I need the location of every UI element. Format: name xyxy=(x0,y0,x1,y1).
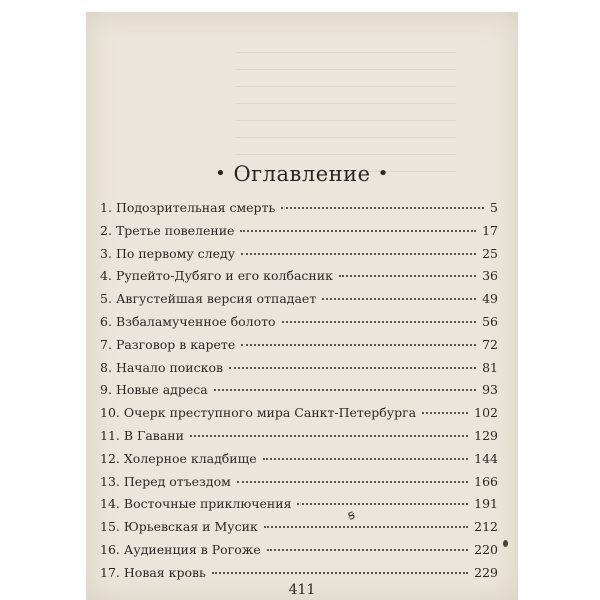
toc-entry xyxy=(100,314,498,337)
dot-leader xyxy=(263,458,468,460)
toc-entry xyxy=(100,223,498,246)
toc-entry-number: 17. xyxy=(100,564,120,580)
toc-entry-number: 15. xyxy=(100,519,120,535)
toc-entry xyxy=(100,542,498,565)
bleed-through-texture xyxy=(236,52,456,212)
dot-leader xyxy=(267,549,469,551)
toc-entry-page: 129 xyxy=(474,427,498,443)
toc-entry-page: 229 xyxy=(474,564,498,580)
toc-entry-number: 13. xyxy=(100,473,120,489)
toc-entry-page: 81 xyxy=(482,359,498,375)
toc-entry-title: Третье повеление xyxy=(115,222,235,238)
toc-entry-page: 220 xyxy=(474,541,498,557)
dot-leader xyxy=(241,344,476,346)
dot-leader xyxy=(240,230,476,232)
toc-entry-page: 102 xyxy=(474,405,498,421)
dot-leader xyxy=(241,253,476,255)
ink-mark: ꞩ xyxy=(345,507,358,524)
title-bullet-left: • xyxy=(215,163,227,184)
toc-entry-title: Взбаламученное болото xyxy=(115,313,276,329)
toc-entry-page: 166 xyxy=(474,473,498,489)
toc-entry-title: Восточные приключения xyxy=(123,496,292,512)
toc-entry xyxy=(100,496,498,519)
toc-entry xyxy=(100,405,498,428)
toc-entry-number: 12. xyxy=(100,450,120,466)
toc-entry-title: Разговор в карете xyxy=(115,336,236,352)
toc-entry-title: Начало поисков xyxy=(115,359,224,375)
toc-entry-number: 14. xyxy=(100,496,120,512)
toc-entry xyxy=(100,451,498,474)
toc-entry-page: 212 xyxy=(474,519,498,535)
toc-entry xyxy=(100,428,498,451)
toc-entry-page: 49 xyxy=(482,291,498,307)
toc-entry-page: 25 xyxy=(482,245,498,261)
toc-entry-page: 72 xyxy=(482,336,498,352)
toc-entry-page: 144 xyxy=(474,450,498,466)
toc-entry xyxy=(100,337,498,360)
ink-speck xyxy=(503,540,508,547)
page-title xyxy=(86,162,518,186)
toc-entry xyxy=(100,519,498,542)
dot-leader xyxy=(281,207,484,209)
toc-entry-number: 9. xyxy=(100,382,112,398)
page-number: 411 xyxy=(288,582,316,598)
dot-leader xyxy=(297,503,468,505)
toc-entry-number: 4. xyxy=(100,268,112,284)
toc-entry-title: Аудиенция в Рогоже xyxy=(123,541,261,557)
toc-entry-title: Новые адреса xyxy=(115,382,208,398)
toc-entry-page: 17 xyxy=(482,222,498,238)
toc-entry-title: Подозрительная смерть xyxy=(115,200,276,215)
toc-entry-number: 16. xyxy=(100,541,120,557)
toc-entry-title: Очерк преступного мира Санкт-Петербурга xyxy=(123,405,417,421)
toc-entry-title: Холерное кладбище xyxy=(123,450,257,466)
dot-leader xyxy=(214,389,476,391)
dot-leader xyxy=(264,526,468,528)
toc-entry-page: 191 xyxy=(474,496,498,512)
toc-entry-title: Августейшая версия отпадает xyxy=(115,291,317,307)
title-text: Оглавление xyxy=(233,162,371,186)
dot-leader xyxy=(422,412,468,414)
dot-leader xyxy=(237,481,468,483)
toc-entry xyxy=(100,200,498,223)
toc-entry-number: 6. xyxy=(100,313,112,329)
toc-entry xyxy=(100,268,498,291)
toc-entry-number: 11. xyxy=(100,427,120,443)
dot-leader xyxy=(339,275,476,277)
dot-leader xyxy=(229,367,476,369)
toc-entry-number: 3. xyxy=(100,245,112,261)
dot-leader xyxy=(212,572,468,574)
toc-entry-title: По первому следу xyxy=(115,245,236,261)
dot-leader xyxy=(322,298,476,300)
toc-entry-number: 5. xyxy=(100,291,112,307)
toc-entry-page: 56 xyxy=(482,313,498,329)
toc-entry-title: Юрьевская и Мусик xyxy=(123,519,258,535)
table-of-contents xyxy=(100,200,498,588)
toc-entry-number: 1. xyxy=(100,200,112,215)
book-page xyxy=(86,12,518,600)
toc-entry-title: Перед отъездом xyxy=(123,473,231,489)
toc-entry-title: В Гавани xyxy=(123,427,184,443)
dot-leader xyxy=(282,321,477,323)
toc-entry xyxy=(100,382,498,405)
toc-entry-title: Рупейто-Дубяго и его колбасник xyxy=(115,268,333,284)
toc-entry-number: 10. xyxy=(100,405,120,421)
toc-entry-number: 8. xyxy=(100,359,112,375)
toc-entry-page: 36 xyxy=(482,268,498,284)
title-bullet-right: • xyxy=(377,163,389,184)
toc-entry xyxy=(100,360,498,383)
toc-entry-number: 7. xyxy=(100,336,112,352)
toc-entry-page: 5 xyxy=(490,200,498,215)
toc-entry-page: 93 xyxy=(482,382,498,398)
toc-entry-number: 2. xyxy=(100,222,112,238)
toc-entry xyxy=(100,291,498,314)
toc-entry xyxy=(100,474,498,497)
toc-entry-title: Новая кровь xyxy=(123,564,206,580)
dot-leader xyxy=(190,435,468,437)
toc-entry xyxy=(100,246,498,269)
